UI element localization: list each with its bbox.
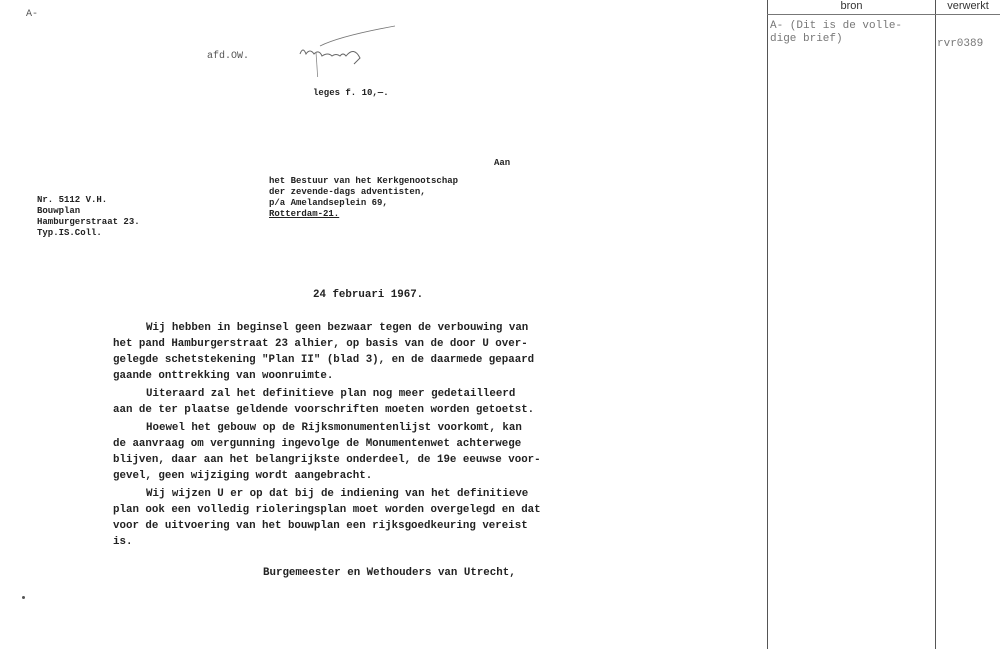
reference-line: Nr. 5112 V.H. [37,195,108,205]
recipient-salutation: Aan [494,158,511,168]
body-line: Wij wijzen U er op dat bij de indiening van het definitieve [146,488,529,500]
reference-line: Bouwplan [37,206,81,216]
body-line: Uiteraard zal het definitieve plan nog meer gedetailleerd [146,388,516,400]
body-line: is. [113,536,133,548]
letter-date: 24 februari 1967. [313,289,424,301]
reference-line: Hamburgerstraat 23. [37,217,140,227]
column-divider [935,0,936,649]
recipient-line: Rotterdam-21. [269,209,340,219]
column-header-verwerkt: verwerkt [947,0,989,12]
body-line: aan de ter plaatse geldende voorschriften moeten worden getoetst. [113,404,535,416]
body-line: voor de uitvoering van het bouwplan een rijksgoedkeuring vereist [113,520,528,532]
body-line: gevel, geen wijziging wordt aangebracht. [113,470,373,482]
column-divider [767,0,768,649]
column-header-bron: bron [840,0,863,12]
body-line: blijven, daar aan het belangrijkste onderdeel, de 19e eeuwse voor- [113,454,541,466]
department: afd.OW. [207,51,250,62]
letter-closing: Burgemeester en Wethouders van Utrecht, [263,567,516,579]
recipient-line: der zevende-dags adventisten, [269,187,426,197]
body-line: het pand Hamburgerstraat 23 alhier, op basis van de door U over- [113,338,528,350]
reference-line: Typ.IS.Coll. [37,228,102,238]
body-line: de aanvraag om vergunning ingevolge de Monumentenwet achterwege [113,438,522,450]
body-line: Wij hebben in beginsel geen bezwaar tegen de verbouwing van [146,322,529,334]
verwerkt-value: rvr0389 [937,38,984,50]
handwritten-signature [280,22,400,77]
recipient-line: het Bestuur van het Kerkgenootschap [269,176,459,186]
header-divider [767,14,1000,15]
body-line: gaande onttrekking van woonruimte. [113,370,334,382]
body-line: gelegde schetstekening "Plan II" (blad 3), en de daarmede gepaard [113,354,535,366]
scan-speck [22,596,25,599]
body-line: plan ook een volledig rioleringsplan moet worden overgelegd en dat [113,504,541,516]
recipient-line: p/a Amelandseplein 69, [269,198,388,208]
fee: leges f. 10,—. [313,88,389,98]
corner-mark: A- [26,9,39,20]
body-line: Hoewel het gebouw op de Rijksmonumentenlijst voorkomt, kan [146,422,522,434]
bron-value: A- (Dit is de volle- dige brief) [770,20,903,45]
